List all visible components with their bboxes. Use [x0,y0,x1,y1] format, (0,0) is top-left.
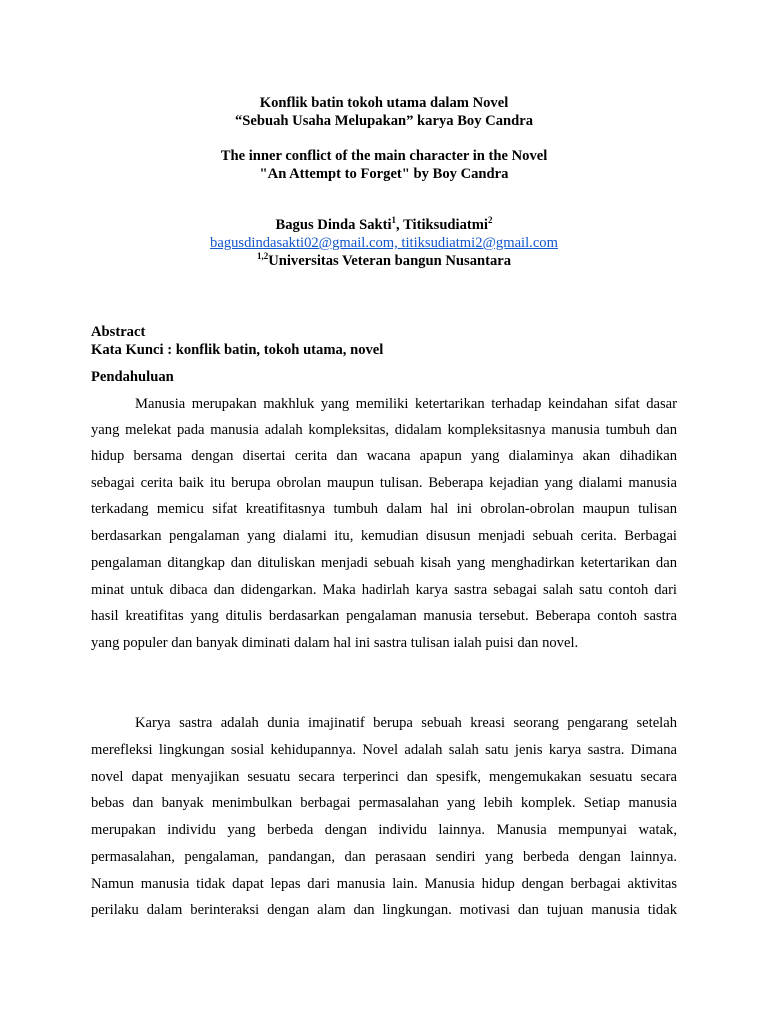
author-1-affiliation-mark: 1 [391,215,397,225]
paragraph-1-line: terkadang memicu sifat kreatifitasnya tumbuh dalam hal ini obrolan-obrolan maupun tulisan [91,501,677,517]
affiliation-name: Universitas Veteran bangun Nusantara [268,253,512,269]
abstract-heading: Abstract [91,324,146,340]
author-1: Bagus Dinda Sakti [275,217,392,233]
affiliation-mark: 1,2 [256,251,269,261]
paragraph-2-line: permasalahan, pengalaman, pandangan, dan perasaan sendiri yang berbeda dengan lainnya. [91,849,677,865]
title-indonesian-line-2: “Sebuah Usaha Melupakan” karya Boy Candra [234,113,534,129]
paragraph-2-line: merupakan individu yang berbeda dengan individu lainnya. Manusia mempunyai watak, [91,822,677,838]
paragraph-1-line: sebagai cerita baik itu berupa obrolan maupun tulisan. Beberapa kejadian yang dialami manusia [91,475,677,491]
author-emails-line [0,234,768,252]
author-2: Titiksudiatmi [403,217,488,233]
paragraph-1-line: hidup bersama dengan disertai cerita dan wacana apapun yang dialaminya akan dihadikan [91,448,677,464]
paragraph-2-line: Namun manusia tidak dapat lepas dari manusia lain. Manusia hidup dengan berbagai aktivitas [91,876,677,892]
author-2-affiliation-mark: 2 [487,215,493,225]
title-english-line-1: The inner conflict of the main character in the Novel [220,148,548,164]
paragraph-2-line: bebas dan banyak menimbulkan berbagai permasalahan yang lebih komplek. Setiap manusia [91,795,677,811]
author-line [0,216,768,234]
keywords-line: Kata Kunci : konflik batin, tokoh utama, novel [91,342,384,358]
paragraph-2-line: merefleksi lingkungan sosial kehidupannya. Novel adalah salah satu jenis karya sastra. Dimana [91,742,677,758]
paragraph-1-line: minat untuk dibaca dan didengarkan. Maka hadirlah karya sastra sebagai salah satu contoh dari [91,582,677,598]
author-separator: , [396,217,404,233]
paragraph-1-line: pengalaman ditangkap dan dituliskan menjadi sebuah kisah yang menghadirkan ketertarikan dan [91,555,677,571]
affiliation-line [0,252,768,270]
paragraph-2-line: perilaku dalam berinteraksi dengan alam dan lingkungan. motivasi dan tujuan manusia tidak [91,902,677,918]
title-indonesian-line-1: Konflik batin tokoh utama dalam Novel [259,95,509,111]
paragraph-1-line: hasil kreatifitas yang ditulis berdasarkan pengalaman manusia tersebut. Beberapa contoh sastra [91,608,677,624]
paragraph-2-line: Karya sastra adalah dunia imajinatif berupa sebuah kreasi seorang pengarang setelah [135,715,677,731]
section-heading-pendahuluan: Pendahuluan [91,369,174,385]
author-emails-link[interactable]: bagusdindasakti02@gmail.com, titiksudiatmi2@gmail.com [210,235,558,251]
paragraph-2-line: novel dapat menyajikan sesuatu secara terperinci dan spesifk, mengemukakan sesuatu secara [91,769,677,785]
paragraph-1-line: berdasarkan pengalaman yang dialami itu, kemudian disusun menjadi sebuah cerita. Berbagai [91,528,677,544]
title-english-line-2: "An Attempt to Forget" by Boy Candra [259,166,509,182]
paragraph-1-line: yang melekat pada manusia adalah kompleksitas, didalam kompleksitasnya manusia tumbuh dan [91,422,677,438]
paragraph-1-line: Manusia merupakan makhluk yang memiliki ketertarikan terhadap keindahan sifat dasar [135,396,677,412]
paragraph-1-line: yang populer dan banyak diminati dalam hal ini sastra tulisan ialah puisi dan novel. [91,635,579,651]
